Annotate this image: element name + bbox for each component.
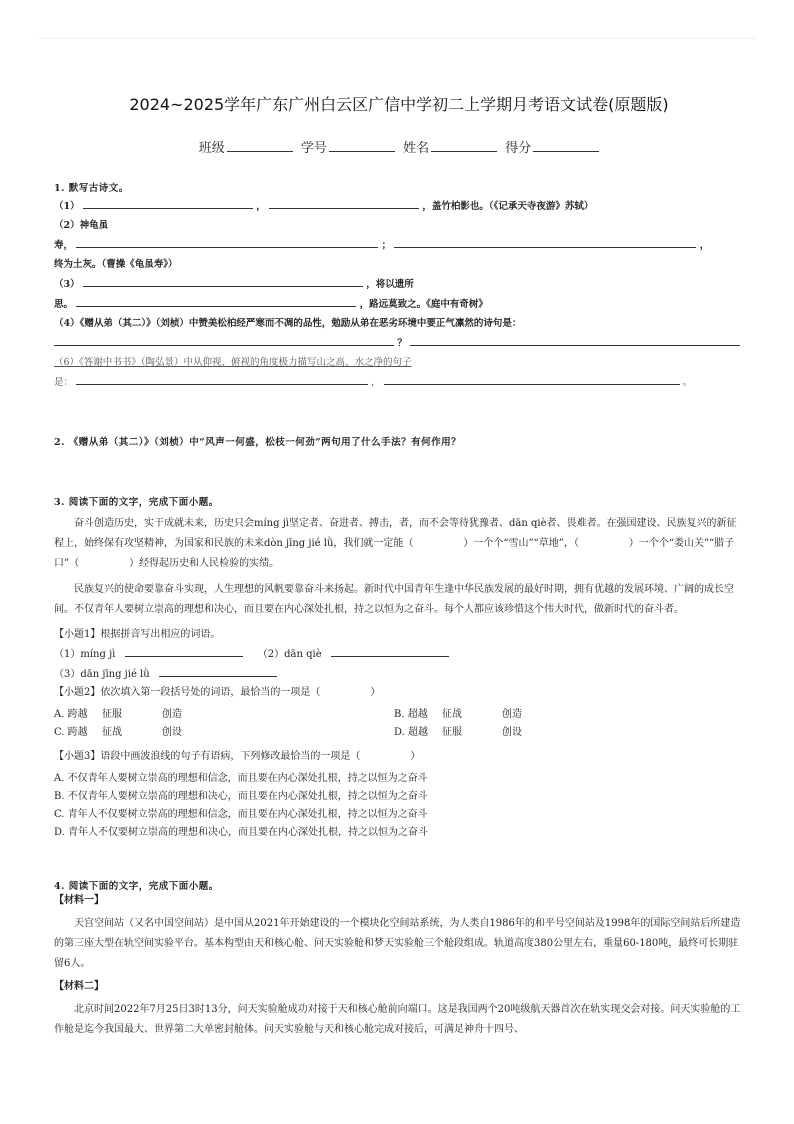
q1-blank-10[interactable] xyxy=(384,372,680,385)
info-number-label: 学号 xyxy=(300,141,327,156)
q3-sub1-c: （3）dān jīng jié lǜ xyxy=(54,669,150,680)
q1-line10 xyxy=(54,372,744,392)
q1-line3 xyxy=(54,235,744,255)
q4-material-1-label: 【材料一】 xyxy=(54,895,104,906)
q3-sub2-row1 xyxy=(54,706,744,724)
name-blank[interactable] xyxy=(431,141,497,152)
q1-blank-5[interactable] xyxy=(83,274,363,287)
q1-line7: （4）《赠从弟（其二）》（刘桢）中赞美松柏经严寒而不凋的品性，勉励从弟在恶劣环境中要正气凛然的诗句是： xyxy=(54,318,522,329)
q3-paragraph-1: 奋斗创造历史，实干成就未来，历史只会míng jì坚定者、奋进者、搏击，者，而不会等待犹豫者、dān qiè者、畏难者。在强国建设、民族复兴的新征程上，始终保有攻坚精神，为国家和民族的未来dòn jīng jié lǜ，我们就一定能（ ）一个个“雪山”“草地”，（ ）一个个“娄山关”“腊子口”（ ）经得起历史和人民检验的实绩。 xyxy=(54,518,737,569)
q1-line1 xyxy=(54,196,744,216)
q1-blank-6[interactable] xyxy=(76,294,356,307)
q1-line6 xyxy=(54,294,744,314)
q3-sub3-option-a[interactable]: A. 不仅青年人要树立崇高的理想和信念，而且要在内心深处扎根，持之以恒为之奋斗 xyxy=(54,773,428,784)
q1-l1-comma: ， xyxy=(256,201,266,212)
q1-l10-start: 是： xyxy=(54,377,74,388)
q3-sub1-row2 xyxy=(54,664,744,684)
q1-l10-mid: ， xyxy=(371,377,381,388)
q1-blank-7[interactable] xyxy=(54,333,394,346)
q1-blank-3[interactable] xyxy=(76,235,378,248)
q1-line8 xyxy=(54,333,744,353)
question-4 xyxy=(54,878,744,1040)
class-blank[interactable] xyxy=(227,141,293,152)
q1-l5-end: ，将以遗所 xyxy=(366,279,414,290)
score-blank[interactable] xyxy=(533,141,599,152)
q3-sub2-options xyxy=(54,706,744,742)
q1-l10-end: 。 xyxy=(682,377,693,388)
q1-l1-num: （1） xyxy=(54,201,80,212)
q1-l3-semi: ； xyxy=(381,240,392,251)
q1-line5 xyxy=(54,274,744,294)
q3-sub1-b: （2）dān qiè xyxy=(257,649,322,660)
q3-sub2-option-b[interactable]: B. 超越 征战 创造 xyxy=(394,709,522,720)
q3-sub3-option-d[interactable]: D. 青年人不仅要树立崇高的理想和决心，而且要在内心深处扎根，持之以恒为之奋斗 xyxy=(54,827,429,838)
question-3 xyxy=(54,494,744,842)
q4-material-1-text: 天宫空间站（又名中国空间站）是中国从2021年开始建设的一个模块化空间站系统，为人类自1986年的和平号空间站及1998年的国际空间站后所建造的第三座大型在轨空间实验平台。基本构型由天和核心舱、问天实验舱和梦天实验舱三个舱段组成。轨道高度380公里左右，重量60-180吨，最终可长期驻留6人。 xyxy=(54,918,741,969)
page-title: 2024~2025学年广东广州白云区广信中学初二上学期月考语文试卷(原题版) xyxy=(129,95,669,114)
q3-sub1-row1 xyxy=(54,644,744,664)
q3-head: 3. 阅读下面的文字，完成下面小题。 xyxy=(54,497,219,508)
q3-sub3-options xyxy=(54,770,744,842)
info-name-label: 姓名 xyxy=(403,141,430,156)
q1-l3-end: ， xyxy=(699,240,710,251)
number-blank[interactable] xyxy=(329,141,395,152)
q3-sub3-option-b[interactable]: B. 不仅青年人要树立崇高的理想和决心，而且要在内心深处扎根，持之以恒为之奋斗 xyxy=(54,791,428,802)
q3-sub1-blank-a[interactable] xyxy=(125,644,243,657)
q1-line9: （6）《答谢中书书》（陶弘景）中从仰视、俯视的角度极力描写山之高、水之净的句子 xyxy=(54,357,412,368)
q1-l3-start: 寿， xyxy=(54,240,74,251)
q4-material-2-text: 北京时间2022年7月25日3时13分，问天实验舱成功对接于天和核心舱前向端口。这是我国两个20吨级航天器首次在轨实现交会对接。问天实验舱的工作舱是迄今我国最大、世界第二大单密封舱体。问天实验舱与天和核心舱完成对接后，可满足神舟十四号、 xyxy=(54,1004,741,1035)
q3-sub2: 【小题2】依次填入第一段括号处的词语，最恰当的一项是（ ） xyxy=(54,687,381,698)
q1-l6-end: ，路远莫致之。《庭中有奇树》 xyxy=(359,299,488,310)
q1-head: 1. 默写古诗文。 xyxy=(54,183,129,194)
q1-l6-start: 思。 xyxy=(54,299,74,310)
exam-page xyxy=(54,84,744,1040)
q3-sub1: 【小题1】根据拼音写出相应的词语。 xyxy=(54,629,221,640)
top-rule xyxy=(38,38,756,39)
q4-head: 4. 阅读下面的文字，完成下面小题。 xyxy=(54,881,219,892)
q3-paragraph-2: 民族复兴的使命要靠奋斗实现，人生理想的风帆要靠奋斗来扬起。新时代中国青年生逢中华民族发展的最好时期，拥有优越的发展环境、广阔的成长空间。不仅青年人要树立崇高的理想和决心，而且要在内心深处扎根，持之以恒为之奋斗。每个人都应该珍惜这个伟大时代，做新时代的奋斗者。 xyxy=(54,584,734,615)
q3-sub3: 【小题3】语段中画波浪线的句子有语病，下列修改最恰当的一项是（ ） xyxy=(54,751,421,762)
q3-sub2-option-a[interactable]: A. 跨越 征服 创造 xyxy=(54,709,182,720)
q3-sub1-blank-c[interactable] xyxy=(159,664,277,677)
q1-blank-8[interactable] xyxy=(410,333,740,346)
q1-l8-q: ？ xyxy=(397,338,407,349)
q3-sub1-a: （1）míng jì xyxy=(54,649,116,660)
q1-blank-1[interactable] xyxy=(83,196,253,209)
q2-head: 2. 《赠从弟（其二）》（刘桢）中“风声一何盛，松枝一何劲”两句用了什么手法？有何作用？ xyxy=(54,437,462,448)
q3-sub2-option-d[interactable]: D. 超越 征服 创设 xyxy=(394,727,522,738)
q4-material-2-label: 【材料二】 xyxy=(54,981,104,992)
q3-sub2-option-c[interactable]: C. 跨越 征战 创设 xyxy=(54,727,182,738)
question-1 xyxy=(54,180,744,392)
question-2 xyxy=(54,434,744,448)
q1-l5-num: （3） xyxy=(54,279,80,290)
q1-line2: （2）神龟虽 xyxy=(54,220,109,231)
q1-blank-2[interactable] xyxy=(269,196,419,209)
q1-line4: 终为土灰。（曹操《龟虽寿》） xyxy=(54,259,178,270)
q3-sub2-row2 xyxy=(54,724,744,742)
q3-sub1-blank-b[interactable] xyxy=(331,644,449,657)
q3-sub3-option-c[interactable]: C. 青年人不仅要树立崇高的理想和信念，而且要在内心深处扎根，持之以恒为之奋斗 xyxy=(54,809,428,820)
student-info xyxy=(54,137,744,156)
info-class-label: 班级 xyxy=(198,141,225,156)
q1-blank-4[interactable] xyxy=(394,235,696,248)
q1-blank-9[interactable] xyxy=(76,372,368,385)
q1-l1-end: ，盖竹柏影也。（《记承天寺夜游》苏轼） xyxy=(422,201,594,212)
info-score-label: 得分 xyxy=(505,141,532,156)
